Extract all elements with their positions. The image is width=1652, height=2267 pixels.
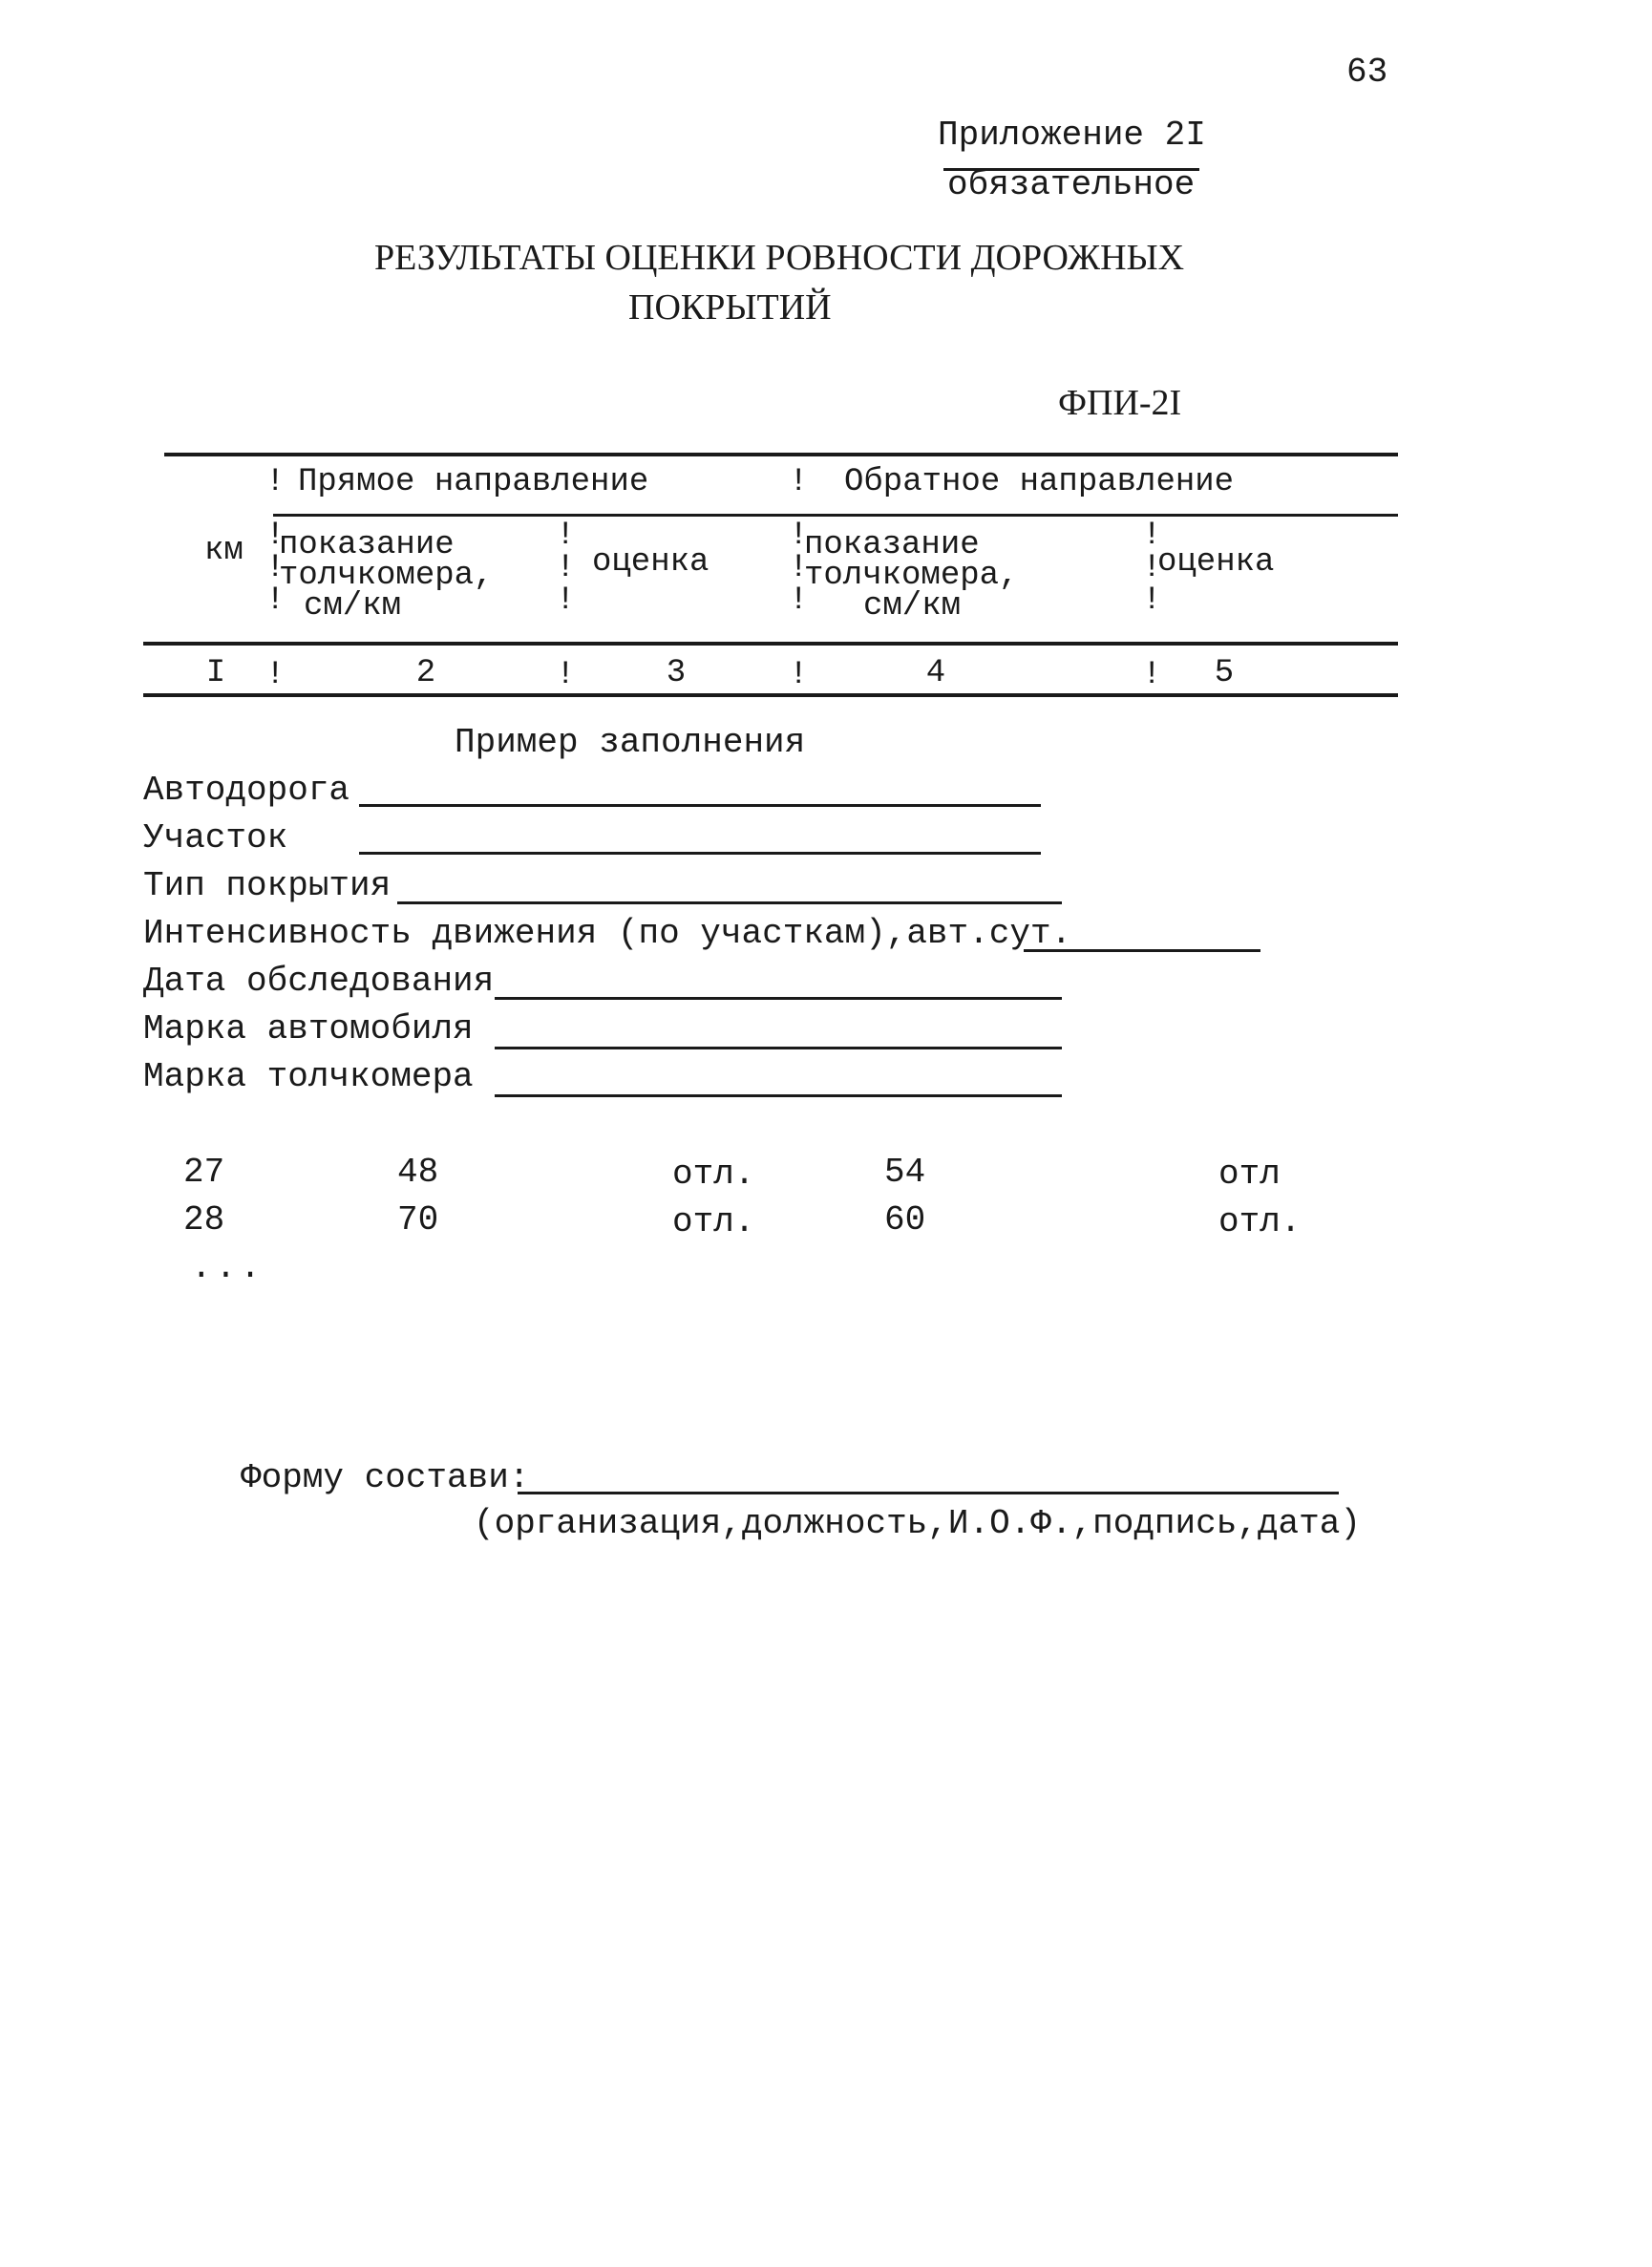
page-number: 63 xyxy=(1346,53,1388,92)
field-label-road: Автодорога xyxy=(143,771,350,810)
field-line-vehicle-model xyxy=(495,1047,1062,1049)
field-label-surface-type: Тип покрытия xyxy=(143,866,392,905)
cell-km: 27 xyxy=(183,1153,225,1192)
column-number: 2 xyxy=(415,655,436,691)
composed-by-hint: (организация,должность,И.О.Ф.,подпись,дата) xyxy=(474,1504,1361,1543)
appendix-title: Приложение 2I xyxy=(938,116,1206,155)
cell-forward-rating: отл. xyxy=(672,1202,755,1241)
form-code: ФПИ-2I xyxy=(1058,383,1182,423)
column-header-forward-reading-line1: показание xyxy=(279,527,455,563)
field-line-road xyxy=(359,804,1041,807)
separator: ! xyxy=(556,583,576,619)
field-line-surface-type xyxy=(397,901,1062,904)
separator: ! xyxy=(265,518,286,554)
separator: ! xyxy=(1142,657,1162,693)
separator: ! xyxy=(265,657,286,693)
cell-forward-reading: 70 xyxy=(397,1200,439,1239)
separator: ! xyxy=(265,550,286,586)
column-numbers-rule xyxy=(143,693,1398,697)
group-header-reverse: Обратное направление xyxy=(844,464,1235,500)
separator: ! xyxy=(556,518,576,554)
field-label-vehicle-model: Марка автомобиля xyxy=(143,1009,474,1049)
separator: ! xyxy=(789,464,809,500)
separator: ! xyxy=(789,657,809,693)
separator: ! xyxy=(265,583,286,619)
cell-km: 28 xyxy=(183,1200,225,1239)
column-header-reverse-reading-line3: см/км xyxy=(863,588,962,625)
cell-reverse-rating: отл xyxy=(1218,1155,1281,1194)
separator: ! xyxy=(556,657,576,693)
column-header-reverse-reading-line2: толчкомера, xyxy=(804,558,1019,594)
composed-by-label: Форму состави: xyxy=(241,1458,530,1497)
field-line-survey-date xyxy=(495,997,1062,1000)
document-title-line2: ПОКРЫТИЙ xyxy=(628,287,832,328)
column-number: 3 xyxy=(666,655,687,691)
field-label-roughometer-model: Марка толчкомера xyxy=(143,1057,474,1096)
field-label-section: Участок xyxy=(143,818,288,858)
group-header-forward: Прямое направление xyxy=(298,464,649,500)
column-header-forward-rating: оценка xyxy=(592,544,710,581)
separator: ! xyxy=(265,464,286,500)
field-line-roughometer-model xyxy=(495,1094,1062,1097)
column-number: 4 xyxy=(925,655,946,691)
cell-reverse-reading: 54 xyxy=(884,1153,926,1192)
cell-forward-rating: отл. xyxy=(672,1155,755,1194)
document-title-line1: РЕЗУЛЬТАТЫ ОЦЕНКИ РОВНОСТИ ДОРОЖНЫХ xyxy=(374,238,1185,278)
column-header-forward-reading-line3: см/км xyxy=(304,588,402,625)
field-label-survey-date: Дата обследования xyxy=(143,962,495,1001)
field-line-section xyxy=(359,852,1041,855)
separator: ! xyxy=(1142,583,1162,619)
separator: ! xyxy=(1142,550,1162,586)
header-bottom-rule xyxy=(143,642,1398,646)
cell-reverse-rating: отл. xyxy=(1218,1202,1302,1241)
separator: ! xyxy=(556,550,576,586)
column-number: I xyxy=(205,655,226,691)
field-line-traffic-intensity xyxy=(1024,949,1260,952)
column-header-forward-reading-line2: толчкомера, xyxy=(279,558,494,594)
separator: ! xyxy=(789,550,809,586)
continuation-ellipsis: ... xyxy=(191,1248,265,1287)
column-header-km: км xyxy=(204,533,244,569)
separator: ! xyxy=(1142,518,1162,554)
group-rule xyxy=(273,514,1398,517)
separator: ! xyxy=(789,583,809,619)
separator: ! xyxy=(789,518,809,554)
field-label-traffic-intensity: Интенсивность движения (по участкам),авт.сут. xyxy=(143,914,1072,953)
composed-by-line xyxy=(518,1492,1339,1494)
column-number: 5 xyxy=(1214,655,1235,691)
cell-forward-reading: 48 xyxy=(397,1153,439,1192)
column-header-reverse-rating: оценка xyxy=(1157,544,1275,581)
example-label: Пример заполнения xyxy=(455,723,806,762)
table-top-rule xyxy=(164,453,1398,456)
appendix-status: обязательное xyxy=(947,165,1196,204)
column-header-reverse-reading-line1: показание xyxy=(804,527,980,563)
cell-reverse-reading: 60 xyxy=(884,1200,926,1239)
